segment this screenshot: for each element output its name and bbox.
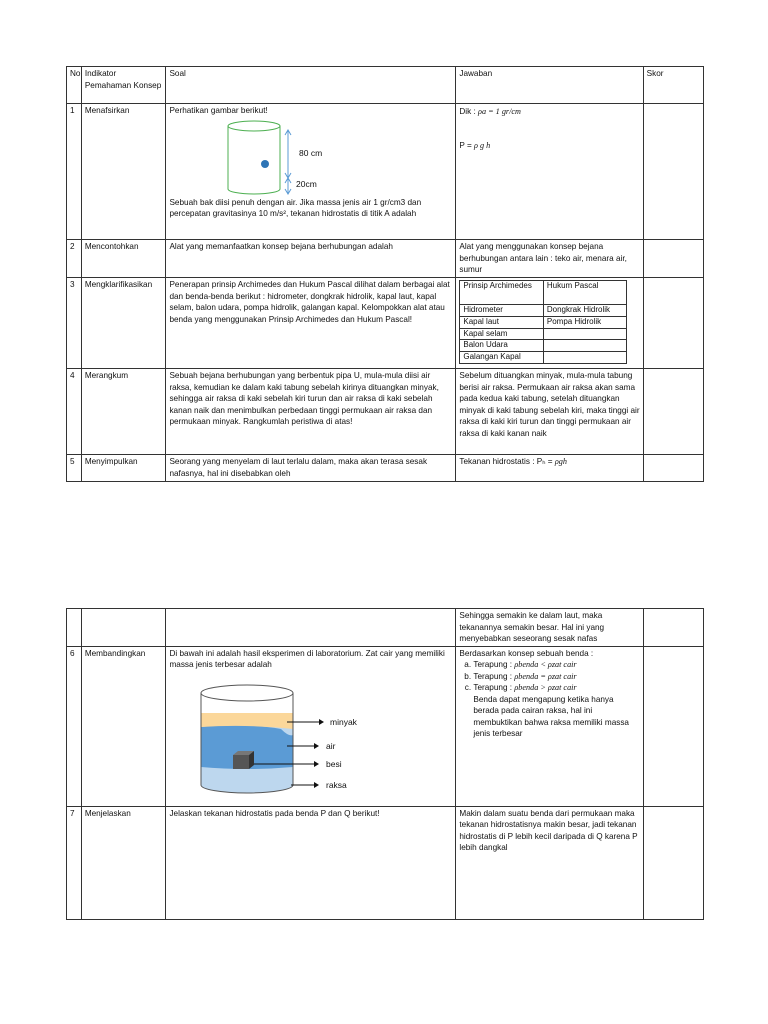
condition-prefix: Terapung : bbox=[473, 683, 515, 692]
row-no: 7 bbox=[67, 806, 82, 919]
inner-row bbox=[460, 328, 627, 340]
table-row bbox=[67, 104, 704, 240]
table-row bbox=[67, 806, 704, 919]
condition-eq: ρbenda > ρzat cair bbox=[514, 683, 577, 692]
soal-text: Di bawah ini adalah hasil eksperimen di laboratorium. Zat cair yang memiliki massa jenis terbesar adalah bbox=[169, 648, 445, 669]
row-jawaban: Makin dalam suatu benda dari permukaan maka tekanan hidrostatisnya makin besar, jadi tekanan hidrostatis di P lebih kecil daripada di Q karena P lebih dangkal bbox=[456, 806, 643, 919]
table-row bbox=[67, 609, 704, 647]
row-no: 6 bbox=[67, 646, 82, 806]
row-indikator: Mencontohkan bbox=[81, 240, 166, 278]
row-jawaban bbox=[456, 278, 643, 369]
row-soal bbox=[166, 646, 456, 806]
row-indikator: Menyimpulkan bbox=[81, 455, 166, 482]
row-no: 5 bbox=[67, 455, 82, 482]
jawaban-eq: ρgh bbox=[554, 457, 567, 466]
row-jawaban: Sehingga semakin ke dalam laut, maka tekanannya semakin besar. Hal ini yang menyebabkan seseorang sesak nafas bbox=[456, 609, 643, 647]
arrow-head-icon bbox=[314, 743, 319, 749]
inner-row bbox=[460, 281, 627, 305]
label-raksa: raksa bbox=[326, 779, 348, 790]
row-soal: Sebuah bejana berhubungan yang berbentuk pipa U, mula-mula diisi air raksa, kemudian ke dalam kaki tabung sebelah kirinya dituangkan minyak, sehingga air raksa di kaki sebelah kiri turun dan air raksa di kaki sebelah kanan naik dan menimbulkan perbedaan tinggi permukaan air raksa dan permukaan minyak. Rangkumlah peristiwa di atas! bbox=[166, 369, 456, 455]
table-row bbox=[67, 646, 704, 806]
inner-cell: Hukum Pascal bbox=[543, 281, 627, 305]
header-indikator: Indikator Pemahaman Konsep bbox=[81, 67, 166, 104]
row-no: 3 bbox=[67, 278, 82, 369]
condition-eq: ρbenda < ρzat cair bbox=[514, 660, 577, 669]
table-row bbox=[67, 278, 704, 369]
soal-intro: Perhatikan gambar berikut! bbox=[169, 106, 268, 115]
assessment-table-page2 bbox=[66, 608, 704, 920]
row-jawaban bbox=[456, 455, 643, 482]
condition-eq: ρbenda = ρzat cair bbox=[514, 671, 577, 681]
table-row bbox=[67, 455, 704, 482]
header-jawaban: Jawaban bbox=[456, 67, 643, 104]
iron-block bbox=[233, 755, 249, 769]
jawaban-intro: Berdasarkan konsep sebuah benda : bbox=[459, 648, 594, 658]
label-besi: besi bbox=[326, 758, 343, 769]
row-soal: Jelaskan tekanan hidrostatis pada benda P dan Q berikut! bbox=[166, 806, 456, 919]
header-skor: Skor bbox=[643, 67, 703, 104]
condition-item bbox=[473, 671, 639, 683]
condition-item bbox=[473, 682, 639, 694]
label-20cm: 20cm bbox=[296, 178, 318, 189]
row-skor bbox=[643, 240, 703, 278]
condition-list bbox=[459, 659, 639, 694]
inner-cell: Hidrometer bbox=[460, 305, 544, 317]
inner-row bbox=[460, 352, 627, 364]
jawaban-note: Benda dapat mengapung ketika hanya berada pada cairan raksa, hal ini membuktikan bahwa raksa memiliki massa jenis terbesar bbox=[473, 694, 629, 738]
row-jawaban bbox=[456, 646, 643, 806]
row-skor bbox=[643, 278, 703, 369]
row-jawaban: Sebelum dituangkan minyak, mula-mula tabung berisi air raksa. Permukaan air raksa akan sama pada kedua kaki tabung, setelah dituangkan minyak di kaki tabung sebelah kiri, maka tinggi air raksa di kaki kiri turun dan tinggi permukaan air raksa di kaki kanan naik bbox=[456, 369, 643, 455]
inner-row bbox=[460, 305, 627, 317]
row-soal: Alat yang memanfaatkan konsep bejana berhubungan adalah bbox=[166, 240, 456, 278]
inner-cell: Dongkrak Hidrolik bbox=[543, 305, 627, 317]
row-skor bbox=[643, 646, 703, 806]
row-no: 1 bbox=[67, 104, 82, 240]
row-indikator: Menafsirkan bbox=[81, 104, 166, 240]
tank-figure bbox=[224, 117, 424, 197]
inner-row bbox=[460, 340, 627, 352]
header-soal: Soal bbox=[166, 67, 456, 104]
row-jawaban bbox=[456, 104, 643, 240]
tank-top bbox=[228, 121, 280, 131]
assessment-table-page1 bbox=[66, 66, 704, 482]
row-soal: Seorang yang menyelam di laut terlalu dalam, maka akan terasa sesak nafasnya, hal ini disebabkan oleh bbox=[166, 455, 456, 482]
table-row bbox=[67, 240, 704, 278]
label-air: air bbox=[326, 740, 336, 751]
condition-prefix: Terapung : bbox=[473, 660, 515, 669]
row-no: 4 bbox=[67, 369, 82, 455]
row-skor bbox=[643, 104, 703, 240]
inner-cell: Kapal laut bbox=[460, 316, 544, 328]
beaker-top bbox=[201, 685, 293, 701]
row-indikator: Membandingkan bbox=[81, 646, 166, 806]
row-soal bbox=[166, 609, 456, 647]
arrow-head-icon bbox=[314, 782, 319, 788]
inner-cell: Galangan Kapal bbox=[460, 352, 544, 364]
arrow-head-icon bbox=[319, 719, 324, 725]
header-no: No bbox=[67, 67, 82, 104]
arrow-head-icon bbox=[314, 761, 319, 767]
row-indikator: Mengklarifikasikan bbox=[81, 278, 166, 369]
inner-cell: Balon Udara bbox=[460, 340, 544, 352]
tank-bottom bbox=[228, 189, 280, 194]
row-skor bbox=[643, 609, 703, 647]
row-skor bbox=[643, 455, 703, 482]
classification-table bbox=[459, 280, 627, 364]
label-80cm: 80 cm bbox=[299, 147, 323, 158]
inner-cell: Kapal selam bbox=[460, 328, 544, 340]
inner-cell: Pompa Hidrolik bbox=[543, 316, 627, 328]
row-no: 2 bbox=[67, 240, 82, 278]
inner-cell bbox=[543, 340, 627, 352]
inner-cell bbox=[543, 328, 627, 340]
inner-cell bbox=[543, 352, 627, 364]
jawaban-p-prefix: P = bbox=[459, 140, 475, 150]
table-row bbox=[67, 369, 704, 455]
condition-prefix: Terapung : bbox=[473, 671, 515, 681]
row-indikator: Merangkum bbox=[81, 369, 166, 455]
row-soal: Penerapan prinsip Archimedes dan Hukum Pascal dilihat dalam berbagai alat dan benda-benda berikut : hidrometer, dongkrak hidrolik, kapal laut, kapal selam, balon udara, pompa hidrolik, galangan kapal. Kelompokkan alat atau benda yang menggunakan Prinsip Archimedes dan Hukum Pascal! bbox=[166, 278, 456, 369]
row-indikator: Menjelaskan bbox=[81, 806, 166, 919]
jawaban-p-eq: ρ g h bbox=[474, 140, 491, 150]
soal-text: Sebuah bak diisi penuh dengan air. Jika massa jenis air 1 gr/cm3 dan percepatan gravitasinya 10 m/s², tekanan hidrostatis di titik A adalah bbox=[169, 197, 422, 218]
condition-item bbox=[473, 659, 639, 671]
inner-cell: Prinsip Archimedes bbox=[460, 281, 544, 305]
row-skor bbox=[643, 806, 703, 919]
row-indikator bbox=[81, 609, 166, 647]
header-row bbox=[67, 67, 704, 104]
jawaban-dik-eq: ρa = 1 gr/cm bbox=[478, 107, 521, 116]
point-a-dot bbox=[261, 160, 269, 168]
jawaban-dik-prefix: Dik : bbox=[459, 107, 479, 116]
row-soal bbox=[166, 104, 456, 240]
row-no bbox=[67, 609, 82, 647]
row-skor bbox=[643, 369, 703, 455]
label-minyak: minyak bbox=[330, 716, 358, 727]
liquid-layers-figure bbox=[199, 675, 399, 800]
jawaban-prefix: Tekanan hidrostatis : Pₕ = bbox=[459, 457, 555, 466]
row-jawaban: Alat yang menggunakan konsep bejana berhubungan antara lain : teko air, menara air, sumur bbox=[456, 240, 643, 278]
inner-row bbox=[460, 316, 627, 328]
